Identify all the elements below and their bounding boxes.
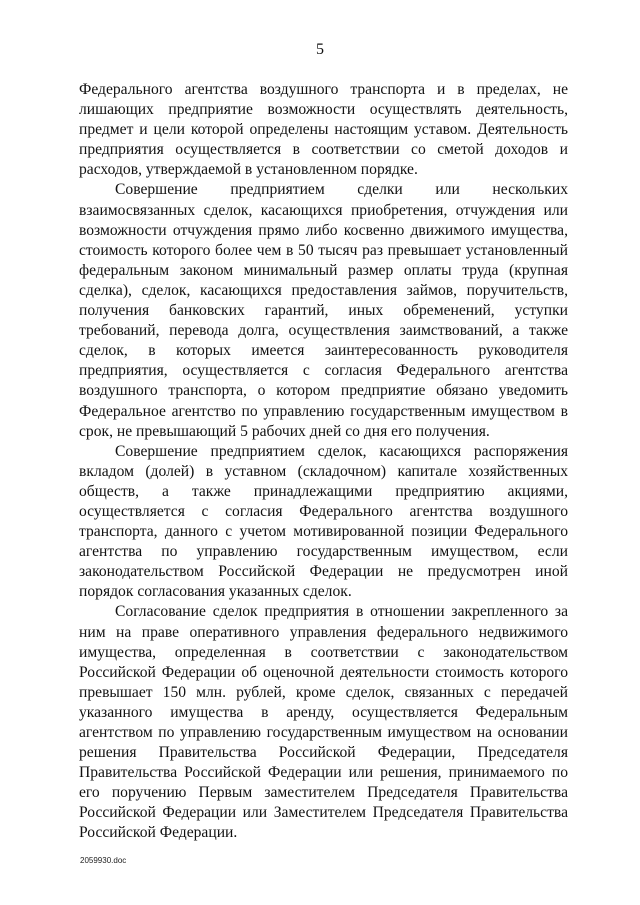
paragraph-share-transactions: Совершение предприятием сделок, касающихся распоряжения вкладом (долей) в уставном (складочном) капитале хозяйственных обществ, а также принадлежащими предприятию акциями, осуществляется с согласия Федерального агентства воздушного транспорта, данного с учетом мотивированной позиции Федерального агентства по управлению государственным имуществом, если законодательством Российской Федерации не предусмотрен иной порядок согласования указанных сделок. (79, 442, 568, 601)
page-number: 5 (316, 41, 324, 58)
footer-file-name: 2059930.doc (80, 856, 127, 865)
document-body (79, 80, 568, 844)
paragraph-continuation: Федерального агентства воздушного транспорта и в пределах, не лишающих предприятие возможности осуществлять деятельность, предмет и цели которой определены настоящим уставом. Деятельность предприятия осуществляется в соответствии со сметой доходов и расходов, утверждаемой в установленном порядке. (79, 81, 568, 179)
paragraph-real-estate-approval: Согласование сделок предприятия в отношении закрепленного за ним на праве оперативного управления федерального недвижимого имущества, определенная в соответствии с законодательством Российской Федерации об оценочной деятельности стоимость которого превышает 150 млн. рублей, кроме сделок, связанных с передачей указанного имущества в аренду, осуществляется Федеральным агентством по управлению государственным имуществом на основании решения Правительства Российской Федерации, Председателя Правительства Российской Федерации или решения, принимаемого по его поручению Первым заместителем Председателя Правительства Российской Федерации или Заместителем Председателя Правительства Российской Федерации. (79, 603, 568, 842)
paragraph-major-transactions: Совершение предприятием сделки или нескольких взаимосвязанных сделок, касающихся приобретения, отчуждения или возможности отчуждения прямо либо косвенно движимого имущества, стоимость которого более чем в 50 тысяч раз превышает установленный федеральным законом минимальный размер оплаты труда (крупная сделка), сделок, касающихся предоставления займов, поручительств, получения банковских гарантий, иных обременений, уступки требований, перевода долга, осуществления заимствований, а также сделок, в которых имеется заинтересованность руководителя предприятия, осуществляется с согласия Федерального агентства воздушного транспорта, о котором предприятие обязано уведомить Федеральное агентство по управлению государственным имуществом в срок, не превышающий 5 рабочих дней со дня его получения. (79, 181, 568, 440)
